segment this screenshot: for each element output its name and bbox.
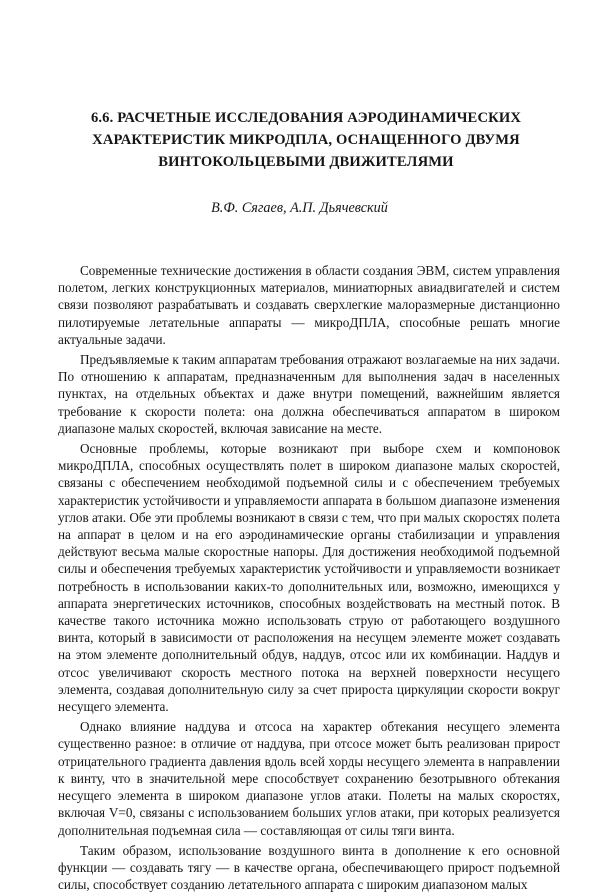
section-title-line: 6.6. РАСЧЕТНЫЕ ИССЛЕДОВАНИЯ АЭРОДИНАМИЧЕСКИХ xyxy=(90,110,522,126)
paragraph: Основные проблемы, которые возникают при выборе схем и компоновок микроДПЛА, способных осуществлять полет в широком диапазоне малых скоростей, связаны с обеспечением необходимой подъемной силы и с обеспечением требуемых характеристик устойчивости и управляемости аппарата в большом диапазоне изменения углов атаки. Обе эти проблемы возникают в связи с тем, что при малых скоростях полета на аппарат в целом и на его аэродинамические органы стабилизации и управления действуют весьма малые скоростные напоры. Для достижения необходимой подъемной силы и обеспечения требуемых характеристик устойчивости и управляемости возникает потребность в использовании каких-то дополнительных или, возможно, имеющихся у аппарата энергетических источников, способных воздействовать на местный поток. В качестве такого источника можно использовать струю от работающего воздушного винта, который в зависимости от расположения на несущем элементе может создавать на этом элементе дополнительный обдув, наддув, отсос или их комбинации. Наддув и отсос увеличивают скорость местного потока на верхней поверхности несущего элемента, создавая дополнительную силу за счет прироста циркуляции скорости вокруг несущего элемента. xyxy=(58,441,561,715)
section-title-line: ХАРАКТЕРИСТИК МИКРОДПЛА, ОСНАЩЕННОГО ДВУМЯ xyxy=(92,132,520,148)
paragraph: Предъявляемые к таким аппаратам требования отражают возлагаемые на них задачи. По отношению к аппаратам, предназначенным для выполнения задач в населенных пунктах, на отдельных объектах и даже внутри помещений, важнейшим является требование к скорости полета: она должна обеспечиваться аппаратом в широком диапазоне малых скоростей, включая зависание на месте. xyxy=(58,352,560,436)
authors-line: В.Ф. Сягаев, А.П. Дьячевский xyxy=(211,200,388,216)
paragraph: Однако влияние наддува и отсоса на характер обтекания несущего элемента существенно разное: в отличие от наддува, при отсосе может быть реализован прирост отрицательного градиента давления вдоль всей хорды несущего элемента в направлении к винту, что в значительной мере способствует сохранению безотрывного обтекания несущего элемента в широком диапазоне углов атаки. Полеты на малых скоростях, включая V=0, связаны с использованием больших углов атаки, при которых реализуется дополнительная подъемная сила — составляющая от силы тяги винта. xyxy=(58,719,560,838)
section-title xyxy=(56,107,556,173)
paragraph: Таким образом, использование воздушного винта в дополнение к его основной функции — создавать тягу — в качестве органа, обеспечивающего прирост подъемной силы, способствует созданию летательного аппарата с широким диапазоном малых xyxy=(58,842,560,893)
body-text xyxy=(58,262,560,893)
paragraph: Современные технические достижения в области создания ЭВМ, систем управления полетом, легких конструкционных материалов, миниатюрных авиадвигателей и систем связи позволяют разрабатывать и создавать сверхлегкие малоразмерные дистанционно пилотируемые летательные аппараты — микроДПЛА, способные решать многие актуальные задачи. xyxy=(58,263,560,347)
section-title-line: ВИНТОКОЛЬЦЕВЫМИ ДВИЖИТЕЛЯМИ xyxy=(158,154,454,170)
